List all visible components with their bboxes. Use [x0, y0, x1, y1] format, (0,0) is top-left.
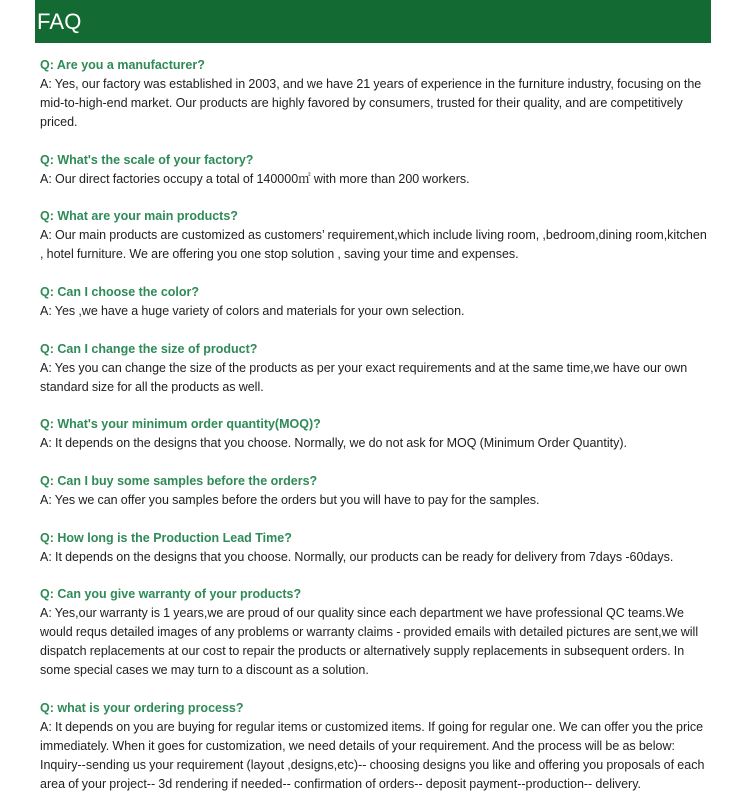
faq-answer: A: It depends on you are buying for regular items or customized items. If going for regular one. We can offer you the price immediately. When it goes for customization, we need details of your requirement. And the process will be as below: Inquiry--sending us your requirement (layout ,designs,etc)-- choosing designs you like and offering you proposals of each area of your project-- 3d rendering if needed-- confirmation of orders-- deposit payment--production-- delivery. — [40, 720, 705, 791]
faq-list — [40, 56, 712, 794]
faq-question: Q: Can you give warranty of your products? — [40, 587, 302, 601]
faq-answer: A: Yes ,we have a huge variety of colors and materials for your own selection. — [40, 304, 465, 318]
faq-answer: A: Yes, our factory was established in 2003, and we have 21 years of experience in the furniture industry, focusing on the mid-to-high-end market. Our products are highly favored by consumers, trusted for their quality, and are competitively priced. — [40, 77, 702, 129]
faq-answer: A: It depends on the designs that you choose. Normally, our products can be ready for delivery from 7days -60days. — [40, 550, 674, 564]
faq-question: Q: What's the scale of your factory? — [40, 153, 254, 167]
faq-header — [35, 0, 711, 43]
faq-question: Q: How long is the Production Lead Time? — [40, 531, 292, 545]
faq-answer: A: Our direct factories occupy a total of 140000㎡ with more than 200 workers. — [40, 172, 470, 186]
faq-answer: A: Yes,our warranty is 1 years,we are proud of our quality since each department we have professional QC teams.We would requs detailed images of any problems or warranty claims - provided emails with detailed pictures are sent,we will dispatch replacements at our cost to repair the products or alternatively supply replacements in subsequent orders. In some special cases we may turn to a discount as a solution. — [40, 606, 699, 677]
faq-item-ordering-process — [40, 699, 712, 794]
faq-item-main-products — [40, 207, 712, 264]
faq-item-manufacturer — [40, 56, 712, 132]
faq-answer: A: It depends on the designs that you choose. Normally, we do not ask for MOQ (Minimum Order Quantity). — [40, 436, 627, 450]
page-title: FAQ — [37, 9, 82, 34]
faq-item-choose-color — [40, 283, 712, 321]
faq-question: Q: Can I choose the color? — [40, 285, 200, 299]
faq-answer: A: Yes we can offer you samples before the orders but you will have to pay for the samples. — [40, 493, 540, 507]
faq-item-warranty — [40, 585, 712, 680]
faq-item-change-size — [40, 340, 712, 397]
faq-question: Q: What's your minimum order quantity(MOQ)? — [40, 417, 321, 431]
faq-question: Q: What are your main products? — [40, 209, 238, 223]
faq-question: Q: Can I buy some samples before the orders? — [40, 474, 318, 488]
faq-item-samples — [40, 472, 712, 510]
faq-answer: A: Yes you can change the size of the products as per your exact requirements and at the same time,we have our own standard size for all the products as well. — [40, 361, 688, 394]
faq-item-moq — [40, 415, 712, 453]
faq-item-factory-scale — [40, 151, 712, 189]
faq-question: Q: what is your ordering process? — [40, 701, 244, 715]
faq-answer: A: Our main products are customized as customers’ requirement,which include living room, ,bedroom,dining room,kitchen , hotel furniture. We are offering you one stop solution , saving your time and expenses. — [40, 228, 707, 261]
faq-item-lead-time — [40, 529, 712, 567]
faq-question: Q: Are you a manufacturer? — [40, 58, 205, 72]
faq-question: Q: Can I change the size of product? — [40, 342, 258, 356]
